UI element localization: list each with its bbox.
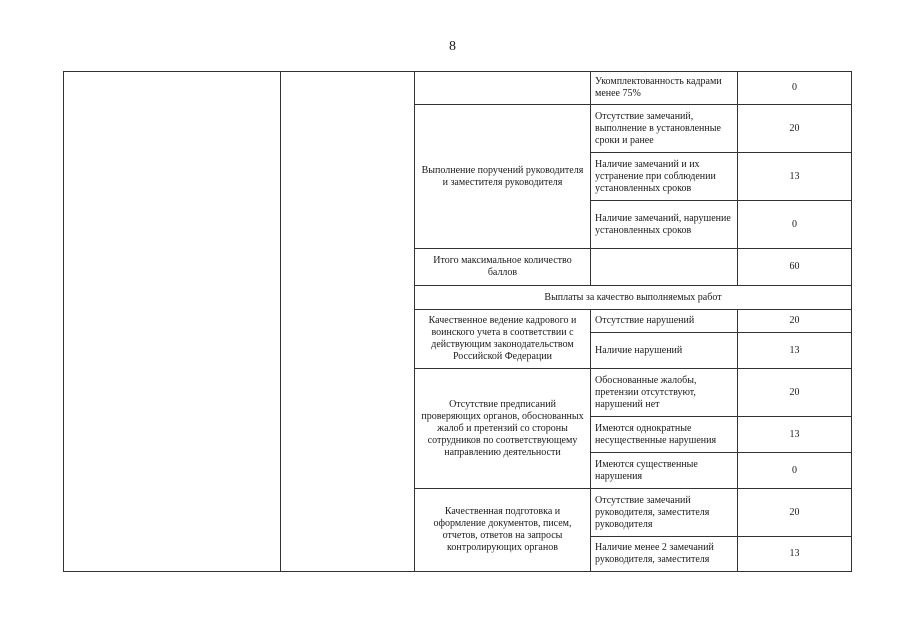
section-title: Выплаты за качество выполняемых работ	[415, 286, 852, 310]
indicator-cell: Укомплектованность кадрами менее 75%	[591, 72, 738, 105]
indicator-cell: Отсутствие замечаний, выполнение в установленные сроки и ранее	[591, 105, 738, 153]
total-score: 60	[738, 249, 852, 286]
criterion-cell: Качественная подготовка и оформление документов, писем, отчетов, ответов на запросы контролирующих органов	[415, 489, 591, 572]
indicator-cell: Наличие менее 2 замечаний руководителя, заместителя	[591, 537, 738, 572]
criteria-table	[63, 71, 852, 572]
score-cell: 0	[738, 72, 852, 105]
score-cell: 20	[738, 489, 852, 537]
indicator-cell-empty	[591, 249, 738, 286]
indicator-cell: Отсутствие нарушений	[591, 310, 738, 333]
indicator-cell: Имеются однократные несущественные нарушения	[591, 417, 738, 453]
total-label: Итого максимальное количество баллов	[415, 249, 591, 286]
criterion-cell: Отсутствие предписаний проверяющих органов, обоснованных жалоб и претензий со стороны сотрудников по соответствующему направлению деятельности	[415, 369, 591, 489]
score-cell: 13	[738, 153, 852, 201]
criterion-cell: Качественное ведение кадрового и воинского учета в соответствии с действующим законодательством Российской Федерации	[415, 310, 591, 369]
criterion-cell-empty	[415, 72, 591, 105]
table-row	[64, 72, 852, 105]
indicator-cell: Отсутствие замечаний руководителя, заместителя руководителя	[591, 489, 738, 537]
score-cell: 13	[738, 537, 852, 572]
score-cell: 20	[738, 105, 852, 153]
indicator-cell: Наличие нарушений	[591, 333, 738, 369]
score-cell: 20	[738, 369, 852, 417]
score-cell: 0	[738, 453, 852, 489]
indicator-cell: Наличие замечаний, нарушение установленных сроков	[591, 201, 738, 249]
score-cell: 13	[738, 417, 852, 453]
indicator-cell: Наличие замечаний и их устранение при соблюдении установленных сроков	[591, 153, 738, 201]
empty-column-2	[281, 72, 415, 572]
criterion-cell: Выполнение поручений руководителя и заместителя руководителя	[415, 105, 591, 249]
score-cell: 20	[738, 310, 852, 333]
indicator-cell: Обоснованные жалобы, претензии отсутствуют, нарушений нет	[591, 369, 738, 417]
score-cell: 13	[738, 333, 852, 369]
score-cell: 0	[738, 201, 852, 249]
page-number: 8	[449, 39, 456, 54]
empty-column-1	[64, 72, 281, 572]
indicator-cell: Имеются существенные нарушения	[591, 453, 738, 489]
